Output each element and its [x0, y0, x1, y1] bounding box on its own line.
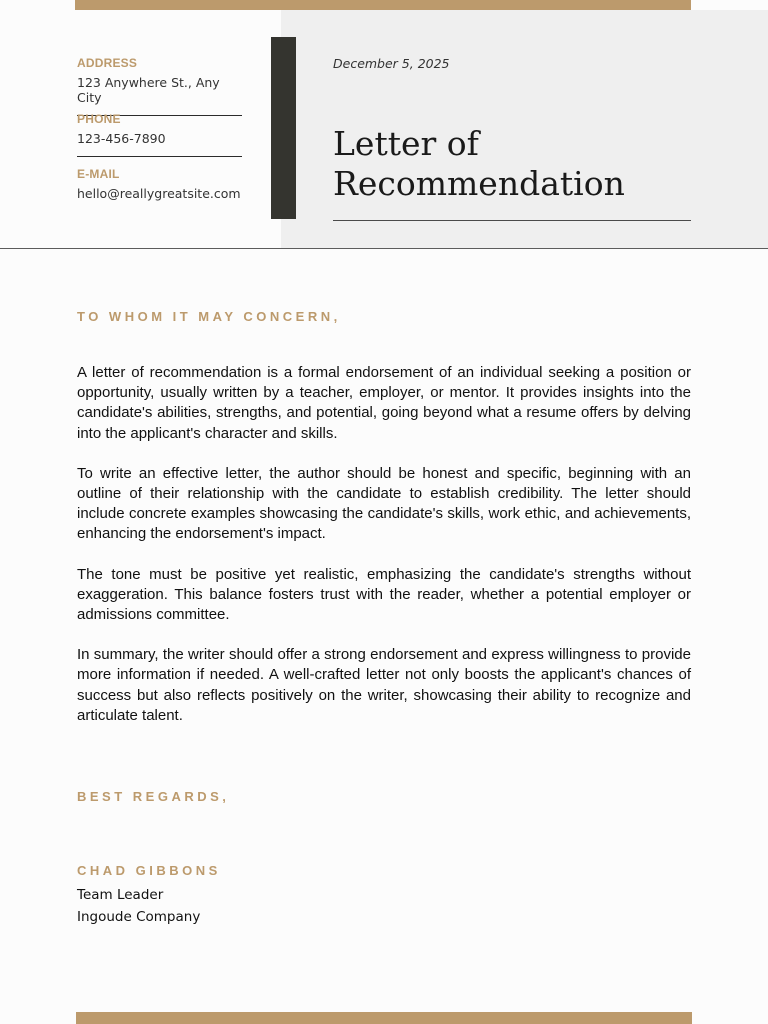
signer-name: CHAD GIBBONS: [77, 863, 221, 878]
signer-role: Team Leader: [77, 887, 164, 903]
signer-company: Ingoude Company: [77, 909, 201, 925]
header-divider: [0, 248, 768, 249]
letter-date: December 5, 2025: [333, 56, 450, 71]
phone-value: 123-456-7890: [77, 131, 166, 146]
letter-body: [77, 363, 691, 746]
phone-label: PHONE: [77, 112, 121, 126]
body-paragraph: To write an effective letter, the author should be honest and specific, beginning with an outline of their relationship with the candidate to establish credibility. The letter should include concrete examples showcasing the candidate's skills, work ethic, and achievements, enhancing the endorsement's impact.: [77, 464, 691, 543]
title-line-2: Recommendation: [333, 164, 625, 203]
body-paragraph: A letter of recommendation is a formal endorsement of an individual seeking a position or opportunity, usually written by a teacher, employer, or mentor. It provides insights into the candidate's abilities, strengths, and potential, going beyond what a resume offers by delving into the applicant's character and skills.: [77, 364, 691, 442]
address-value: 123 Anywhere St., Any City: [77, 75, 220, 105]
top-accent-bar: [75, 0, 691, 10]
contact-address: [77, 56, 242, 116]
contact-email: [77, 167, 242, 201]
email-value: hello@reallygreatsite.com: [77, 186, 241, 201]
title-line-1: Letter of: [333, 124, 479, 163]
letter-title: [333, 124, 625, 204]
dark-accent-block: [271, 37, 296, 219]
body-paragraph: In summary, the writer should offer a strong endorsement and express willingness to provide more information if needed. A well-crafted letter not only boosts the applicant's chances of success but also reflects positively on the writer, showcasing their ability to recognize and articulate talent.: [77, 646, 691, 724]
email-label: E-MAIL: [77, 167, 120, 181]
contact-divider: [77, 156, 242, 157]
salutation: TO WHOM IT MAY CONCERN,: [77, 309, 341, 324]
closing: BEST REGARDS,: [77, 789, 230, 804]
address-label: ADDRESS: [77, 56, 138, 70]
title-underline: [333, 220, 691, 221]
bottom-accent-bar: [76, 1012, 692, 1024]
contact-phone: [77, 112, 242, 157]
body-paragraph: The tone must be positive yet realistic, emphasizing the candidate's strengths without exaggeration. This balance fosters trust with the reader, whether a potential employer or admissions committee.: [77, 565, 691, 624]
